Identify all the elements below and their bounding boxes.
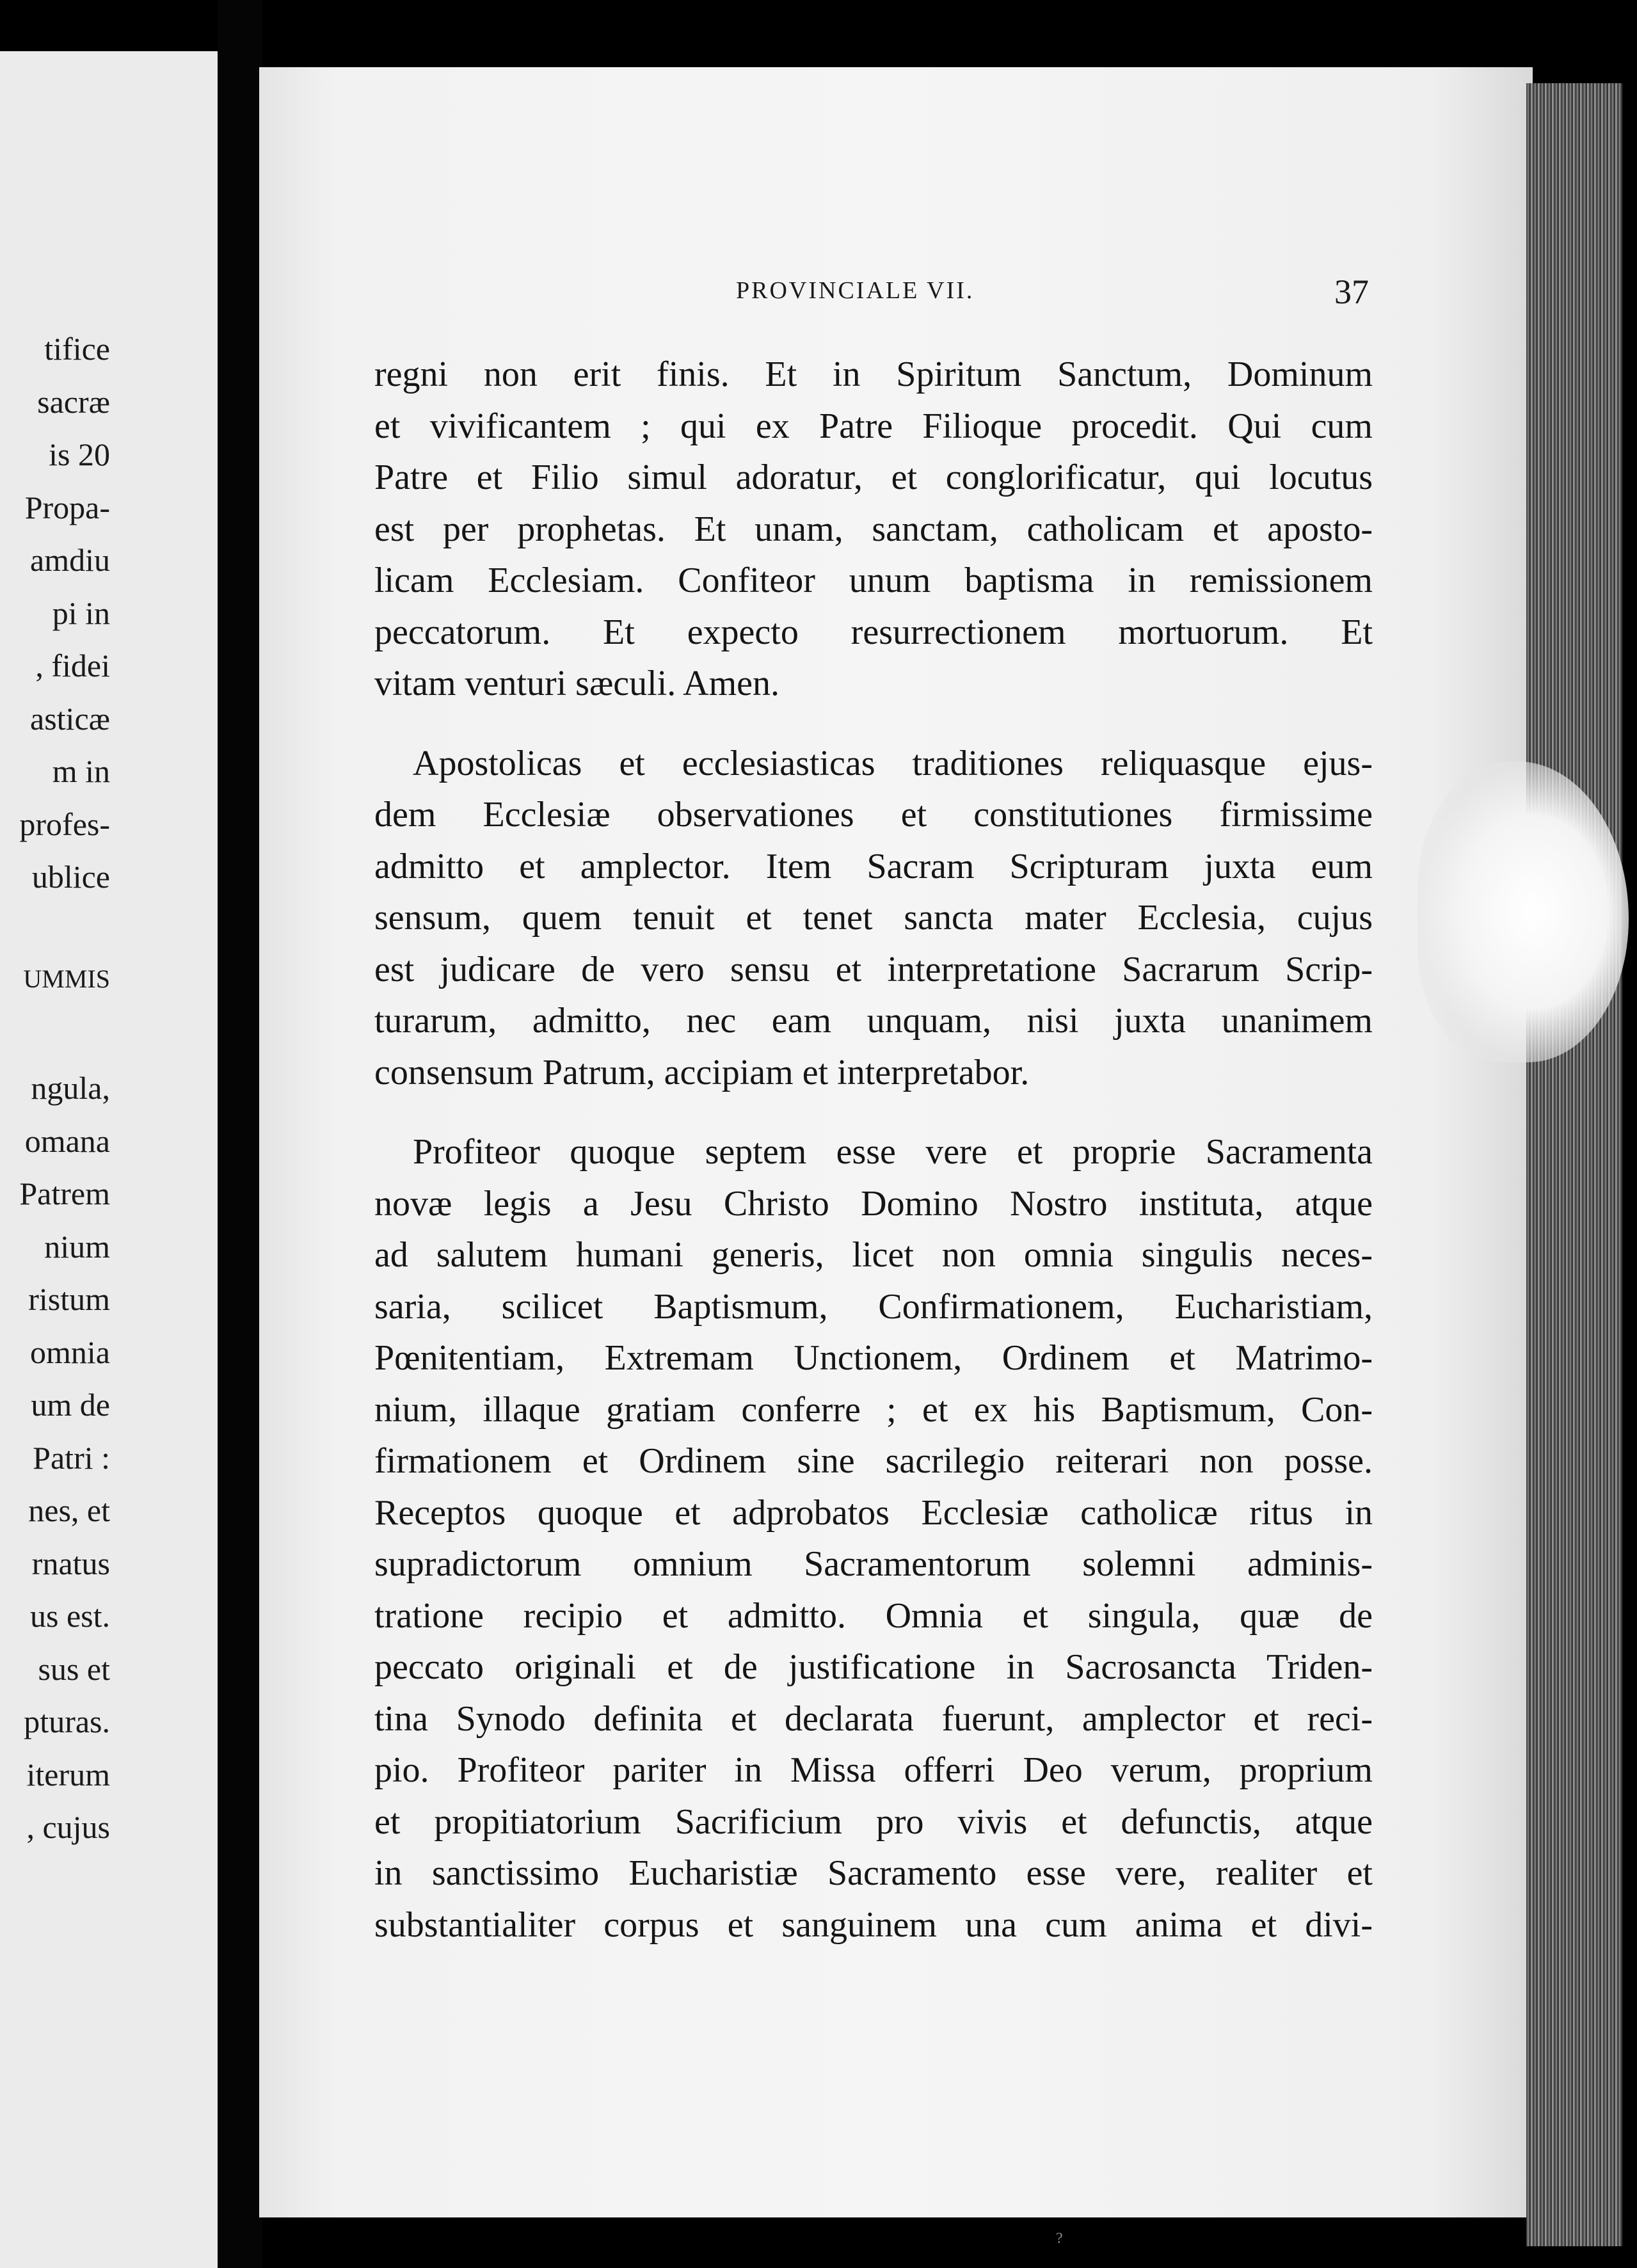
paragraph [374,738,1373,1099]
previous-page-line: tifice [44,331,110,367]
text-line: admitto et amplector. Item Sacram Scripturam juxta eum [374,846,1373,886]
text-line: sensum, quem tenuit et tenet sancta mater Ecclesia, cujus [374,898,1373,938]
text-line: peccato originali et de justificatione in Sacrosancta Triden- [374,1647,1373,1687]
text-line: Profiteor quoque septem esse vere et proprie Sacramenta [413,1132,1373,1172]
previous-page-line: ngula, [31,1070,110,1106]
text-line: turarum, admitto, nec eam unquam, nisi juxta unanimem [374,1001,1373,1041]
text-line: novæ legis a Jesu Christo Domino Nostro instituta, atque [374,1183,1373,1224]
text-line: licam Ecclesiam. Confiteor unum baptisma in remissionem [374,561,1373,600]
running-head: PROVINCIALE VII. [736,277,975,304]
text-line: regni non erit finis. Et in Spiritum Sanctum, Dominum [374,355,1373,394]
text-line: consensum Patrum, accipiam et interpretabor. [374,1052,1030,1092]
previous-page-line: pi in [52,595,110,631]
text-line: est judicare de vero sensu et interpretatione Sacrarum Scrip- [374,949,1373,989]
previous-page-line: , fidei [35,648,110,683]
previous-page-line: nium [44,1228,110,1265]
text-line: dem Ecclesiæ observationes et constitutiones firmissime [374,795,1373,835]
previous-page-line: is 20 [49,436,110,472]
previous-page-line: nes, et [28,1492,110,1528]
text-line: et propitiatorium Sacrificium pro vivis et defunctis, atque [374,1801,1373,1842]
previous-page-line: m in [52,753,110,789]
previous-page-line: sus et [38,1650,110,1687]
text-line: saria, scilicet Baptismum, Confirmationem, Eucharistiam, [374,1286,1373,1327]
paragraph-gap [374,710,1373,738]
text-line: substantialiter corpus et sanguinem una cum anima et divi- [374,1905,1373,1945]
body-text [374,349,1373,1951]
text-line: pio. Profiteor pariter in Missa offerri Deo verum, proprium [374,1750,1373,1790]
bottom-mark: ? [1056,2230,1063,2247]
previous-page-line: Propa- [24,489,110,525]
previous-page-line: asticæ [30,700,110,737]
previous-page-line: UMMIS [23,964,110,993]
text-line: vitam venturi sæculi. Amen. [374,664,780,703]
previous-page-line: us est. [30,1598,110,1634]
text-line: tratione recipio et admitto. Omnia et singula, quæ de [374,1595,1373,1636]
previous-page-line: , cujus [26,1809,110,1845]
text-line: in sanctissimo Eucharistiæ Sacramento esse vere, realiter et [374,1853,1373,1893]
previous-page-line: sacræ [37,383,110,420]
previous-page-line: ublice [31,859,110,895]
text-line: Receptos quoque et adprobatos Ecclesiæ catholicæ ritus in [374,1492,1373,1533]
previous-page-line: Patri : [33,1439,110,1476]
previous-page-line: Patrem [19,1176,110,1211]
previous-page-line: pturas. [24,1704,110,1739]
text-line: ad salutem humani generis, licet non omnia singulis neces- [374,1235,1373,1275]
paragraph [374,1126,1373,1951]
previous-page-line: um de [31,1387,110,1423]
text-line: nium, illaque gratiam conferre ; et ex his Baptismum, Con- [374,1389,1373,1430]
previous-page-line: omana [24,1122,110,1159]
text-line: est per prophetas. Et unam, sanctam, catholicam et aposto- [374,509,1373,549]
previous-page-line: amdiu [30,542,110,578]
page-number: 37 [1334,273,1369,311]
previous-page-line: ristum [28,1281,110,1317]
previous-page-line: omnia [30,1334,110,1370]
text-line: Pœnitentiam, Extremam Unctionem, Ordinem et Matrimo- [374,1338,1373,1378]
paragraph-gap [374,1098,1373,1126]
previous-page-line: profes- [19,806,110,842]
text-line: tina Synodo definita et declarata fuerunt, amplector et reci- [374,1698,1373,1739]
text-line: Apostolicas et ecclesiasticas traditiones reliquasque ejus- [413,743,1373,783]
previous-page-line: rnatus [31,1545,110,1581]
paragraph [374,349,1373,710]
text-line: supradictorum omnium Sacramentorum solemni adminis- [374,1544,1373,1584]
previous-page-fragment [0,51,218,2268]
page-edges [1526,83,1622,2246]
text-line: Patre et Filio simul adoratur, et conglorificatur, qui locutus [374,458,1373,497]
text-line: firmationem et Ordinem sine sacrilegio reiterari non posse. [374,1441,1373,1481]
book-gutter [218,0,262,2268]
text-line: et vivificantem ; qui ex Patre Filioque procedit. Qui cum [374,406,1373,446]
text-line: peccatorum. Et expecto resurrectionem mortuorum. Et [374,612,1373,652]
previous-page-line: iterum [26,1756,110,1793]
